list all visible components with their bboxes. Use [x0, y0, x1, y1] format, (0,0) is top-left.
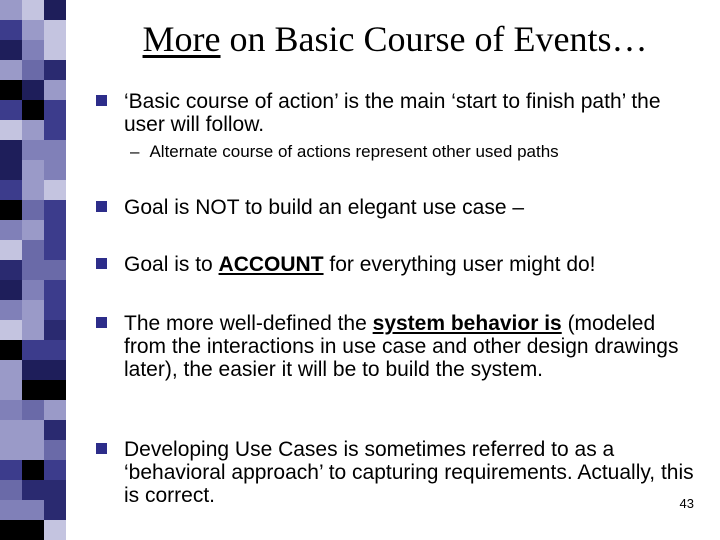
stripe-tile: [44, 80, 66, 100]
stripe-tile: [44, 500, 66, 520]
stripe-tile: [44, 400, 66, 420]
stripe-tile: [44, 240, 66, 260]
stripe-tile: [44, 180, 66, 200]
stripe-tile: [0, 240, 22, 260]
stripe-tile: [0, 500, 22, 520]
stripe-tile: [22, 520, 44, 540]
stripe-tile: [22, 460, 44, 480]
stripe-tile: [0, 340, 22, 360]
stripe-tile: [0, 320, 22, 340]
stripe-row: [0, 420, 66, 440]
bullet-4-text: [124, 312, 696, 381]
stripe-tile: [22, 120, 44, 140]
stripe-tile: [44, 100, 66, 120]
stripe-tile: [0, 280, 22, 300]
bullet-1-text: ‘Basic course of action’ is the main ‘start to finish path’ the user will follow.: [124, 90, 661, 136]
stripe-tile: [44, 200, 66, 220]
stripe-tile: [44, 20, 66, 40]
stripe-tile: [44, 60, 66, 80]
stripe-tile: [0, 420, 22, 440]
stripe-tile: [22, 60, 44, 80]
sub-bullet-1: [130, 142, 559, 162]
stripe-row: [0, 380, 66, 400]
stripe-tile: [0, 520, 22, 540]
stripe-row: [0, 120, 66, 140]
stripe-tile: [22, 140, 44, 160]
bullet-4-post: (modeled from the interactions in use case and other design drawings later), the easier it will be to build the system.: [124, 312, 679, 381]
stripe-tile: [44, 480, 66, 500]
stripe-tile: [0, 480, 22, 500]
bullet-3-emphasis: ACCOUNT: [218, 253, 324, 276]
stripe-tile: [0, 300, 22, 320]
stripe-tile: [44, 40, 66, 60]
stripe-tile: [22, 300, 44, 320]
stripe-tile: [22, 40, 44, 60]
stripe-tile: [22, 240, 44, 260]
stripe-tile: [22, 180, 44, 200]
stripe-tile: [0, 400, 22, 420]
stripe-tile: [44, 420, 66, 440]
bullet-square-icon: [96, 258, 107, 269]
stripe-tile: [22, 480, 44, 500]
stripe-row: [0, 480, 66, 500]
bullet-3-post: for everything user might do!: [323, 253, 596, 276]
bullet-4-emphasis: system behavior is: [372, 312, 562, 335]
stripe-row: [0, 140, 66, 160]
stripe-tile: [44, 320, 66, 340]
stripe-tile: [22, 360, 44, 380]
bullet-5-text: Developing Use Cases is sometimes referred to as a ‘behavioral approach’ to capturing requirements. Actually, this is correct.: [124, 438, 694, 507]
bullet-square-icon: [96, 317, 107, 328]
bullet-3-text: [124, 253, 696, 276]
stripe-tile: [22, 280, 44, 300]
stripe-row: [0, 20, 66, 40]
stripe-row: [0, 40, 66, 60]
stripe-tile: [44, 340, 66, 360]
stripe-tile: [0, 40, 22, 60]
stripe-tile: [22, 160, 44, 180]
stripe-tile: [0, 460, 22, 480]
stripe-tile: [22, 380, 44, 400]
bullet-square-icon: [96, 95, 107, 106]
stripe-tile: [44, 460, 66, 480]
dash-icon: –: [130, 142, 140, 161]
stripe-tile: [22, 320, 44, 340]
bullet-4-pre: The more well-defined the: [124, 312, 373, 335]
stripe-tile: [0, 200, 22, 220]
decorative-stripe: [0, 0, 66, 540]
stripe-tile: [22, 500, 44, 520]
stripe-tile: [44, 520, 66, 540]
stripe-tile: [0, 140, 22, 160]
stripe-row: [0, 240, 66, 260]
stripe-tile: [44, 300, 66, 320]
stripe-tile: [22, 200, 44, 220]
stripe-row: [0, 520, 66, 540]
stripe-row: [0, 200, 66, 220]
stripe-tile: [44, 0, 66, 20]
stripe-row: [0, 400, 66, 420]
stripe-tile: [22, 420, 44, 440]
bullet-square-icon: [96, 201, 107, 212]
stripe-tile: [44, 160, 66, 180]
stripe-tile: [22, 260, 44, 280]
stripe-row: [0, 260, 66, 280]
slide-title: [90, 18, 700, 60]
stripe-tile: [44, 440, 66, 460]
stripe-row: [0, 0, 66, 20]
stripe-tile: [22, 340, 44, 360]
stripe-tile: [44, 380, 66, 400]
stripe-tile: [22, 400, 44, 420]
stripe-row: [0, 80, 66, 100]
stripe-row: [0, 300, 66, 320]
stripe-tile: [0, 80, 22, 100]
stripe-tile: [44, 220, 66, 240]
stripe-row: [0, 280, 66, 300]
stripe-tile: [22, 100, 44, 120]
stripe-tile: [22, 80, 44, 100]
stripe-tile: [0, 440, 22, 460]
stripe-row: [0, 360, 66, 380]
stripe-tile: [0, 180, 22, 200]
stripe-tile: [22, 220, 44, 240]
stripe-tile: [22, 20, 44, 40]
title-rest: on Basic Course of Events…: [220, 19, 648, 59]
stripe-tile: [0, 100, 22, 120]
stripe-row: [0, 60, 66, 80]
stripe-tile: [44, 260, 66, 280]
bullet-square-icon: [96, 443, 107, 454]
stripe-row: [0, 100, 66, 120]
stripe-tile: [0, 360, 22, 380]
stripe-tile: [44, 360, 66, 380]
stripe-tile: [44, 280, 66, 300]
stripe-tile: [0, 120, 22, 140]
stripe-tile: [44, 120, 66, 140]
stripe-tile: [44, 140, 66, 160]
stripe-tile: [22, 440, 44, 460]
stripe-row: [0, 440, 66, 460]
bullet-3-pre: Goal is to: [124, 253, 219, 276]
stripe-row: [0, 340, 66, 360]
stripe-row: [0, 180, 66, 200]
stripe-tile: [0, 0, 22, 20]
stripe-row: [0, 320, 66, 340]
page-number: 43: [679, 496, 694, 511]
stripe-tile: [0, 20, 22, 40]
stripe-tile: [0, 160, 22, 180]
stripe-row: [0, 500, 66, 520]
stripe-tile: [0, 220, 22, 240]
sub-bullet-1-text: Alternate course of actions represent other used paths: [149, 142, 559, 161]
stripe-tile: [0, 260, 22, 280]
stripe-row: [0, 160, 66, 180]
stripe-tile: [0, 60, 22, 80]
title-underlined-word: More: [142, 19, 221, 59]
stripe-row: [0, 220, 66, 240]
stripe-tile: [22, 0, 44, 20]
stripe-tile: [0, 380, 22, 400]
bullet-2-text: Goal is NOT to build an elegant use case –: [124, 196, 525, 219]
stripe-row: [0, 460, 66, 480]
